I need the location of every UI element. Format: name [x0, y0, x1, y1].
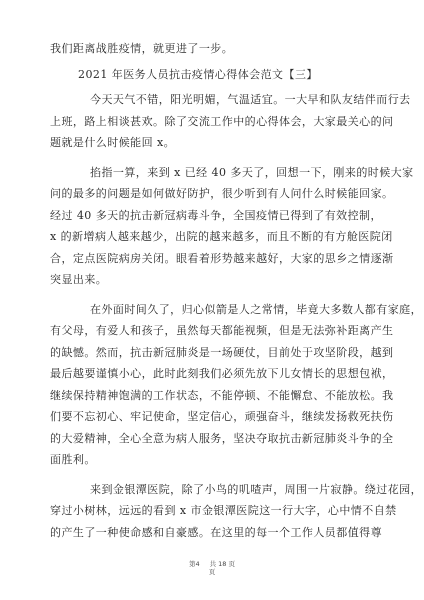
paragraph-line: 的大爱精神，全心全意为病人服务，坚决夺取抗击新冠肺炎斗争的全: [50, 431, 394, 445]
paragraph-line: 合，定点医院病房关闭。眼看着形势越来越好，大家的思乡之情逐渐: [50, 251, 394, 265]
page-footer: [0, 560, 424, 576]
paragraph-line: 突显出来。: [50, 273, 108, 286]
paragraph-line: 的缺憾。然而，抗击新冠肺炎是一场硬仗，目前处于攻坚阶段，越到: [50, 345, 394, 359]
paragraph-line: 有父母，有爱人和孩子，虽然每天都能视频，但是无法弥补距离产生: [50, 324, 394, 337]
paragraph-line: 今天天气不错，阳光明媚，气温适宜。一大早和队友结伴而行去: [90, 93, 411, 106]
paragraph-line: 经过 40 多天的抗击新冠病毒斗争，全国疫情已得到了有效控制，: [50, 208, 382, 222]
paragraph-line: 问的最多的问题是如何做好防护，很少听到有人问什么时候能回家。: [50, 187, 394, 200]
page-unit: 页: [208, 568, 216, 576]
paragraph-line: 来到金银潭医院，除了小鸟的叽喳声，周围一片寂静。绕过花园，: [90, 482, 423, 496]
paragraph-line: 的产生了一种使命感和自豪感。在这里的每一个工作人员都值得尊: [50, 525, 383, 539]
paragraph-line: 穿过小树林，远远的看到 x 市金银潭医院这一行大字，心中情不自禁: [50, 504, 397, 517]
section-heading: 2021 年医务人员抗击疫情心得体会范文【三】: [78, 67, 318, 81]
paragraph-line: 继续保持精神饱满的工作状态，不能停顿、不能懈怠、不能放松。我: [50, 388, 394, 402]
paragraph-line: 我们距离战胜疫情，就更进了一步。: [50, 42, 234, 55]
paragraph-line: x 的新增病人越来越少，出院的越来越多，而且不断的有方舱医院闭: [50, 230, 393, 243]
paragraph-line: 们要不忘初心、牢记使命，坚定信心，顽强奋斗，继续发扬救死扶伤: [50, 410, 394, 423]
page-number: 第4: [188, 560, 200, 568]
paragraph-line: 上班，路上相谈甚欢。除了交流工作中的心得体会，大家最关心的问: [50, 114, 394, 128]
paragraph-line: 最后越要谨慎小心，此时此刻我们必须先放下儿女情长的思想包袱，: [50, 367, 394, 380]
paragraph-line: 面胜利。: [50, 453, 96, 466]
paragraph-line: 题就是什么时候能回 x。: [50, 136, 176, 149]
paragraph-line: 在外面时间久了，归心似箭是人之常情，毕竟大多数人都有家庭，: [90, 302, 423, 316]
paragraph-line: 掐指一算，来到 x 已经 40 多天了，回想一下，刚来的时候大家: [90, 165, 414, 179]
page-total: 共 18 页: [209, 560, 236, 568]
